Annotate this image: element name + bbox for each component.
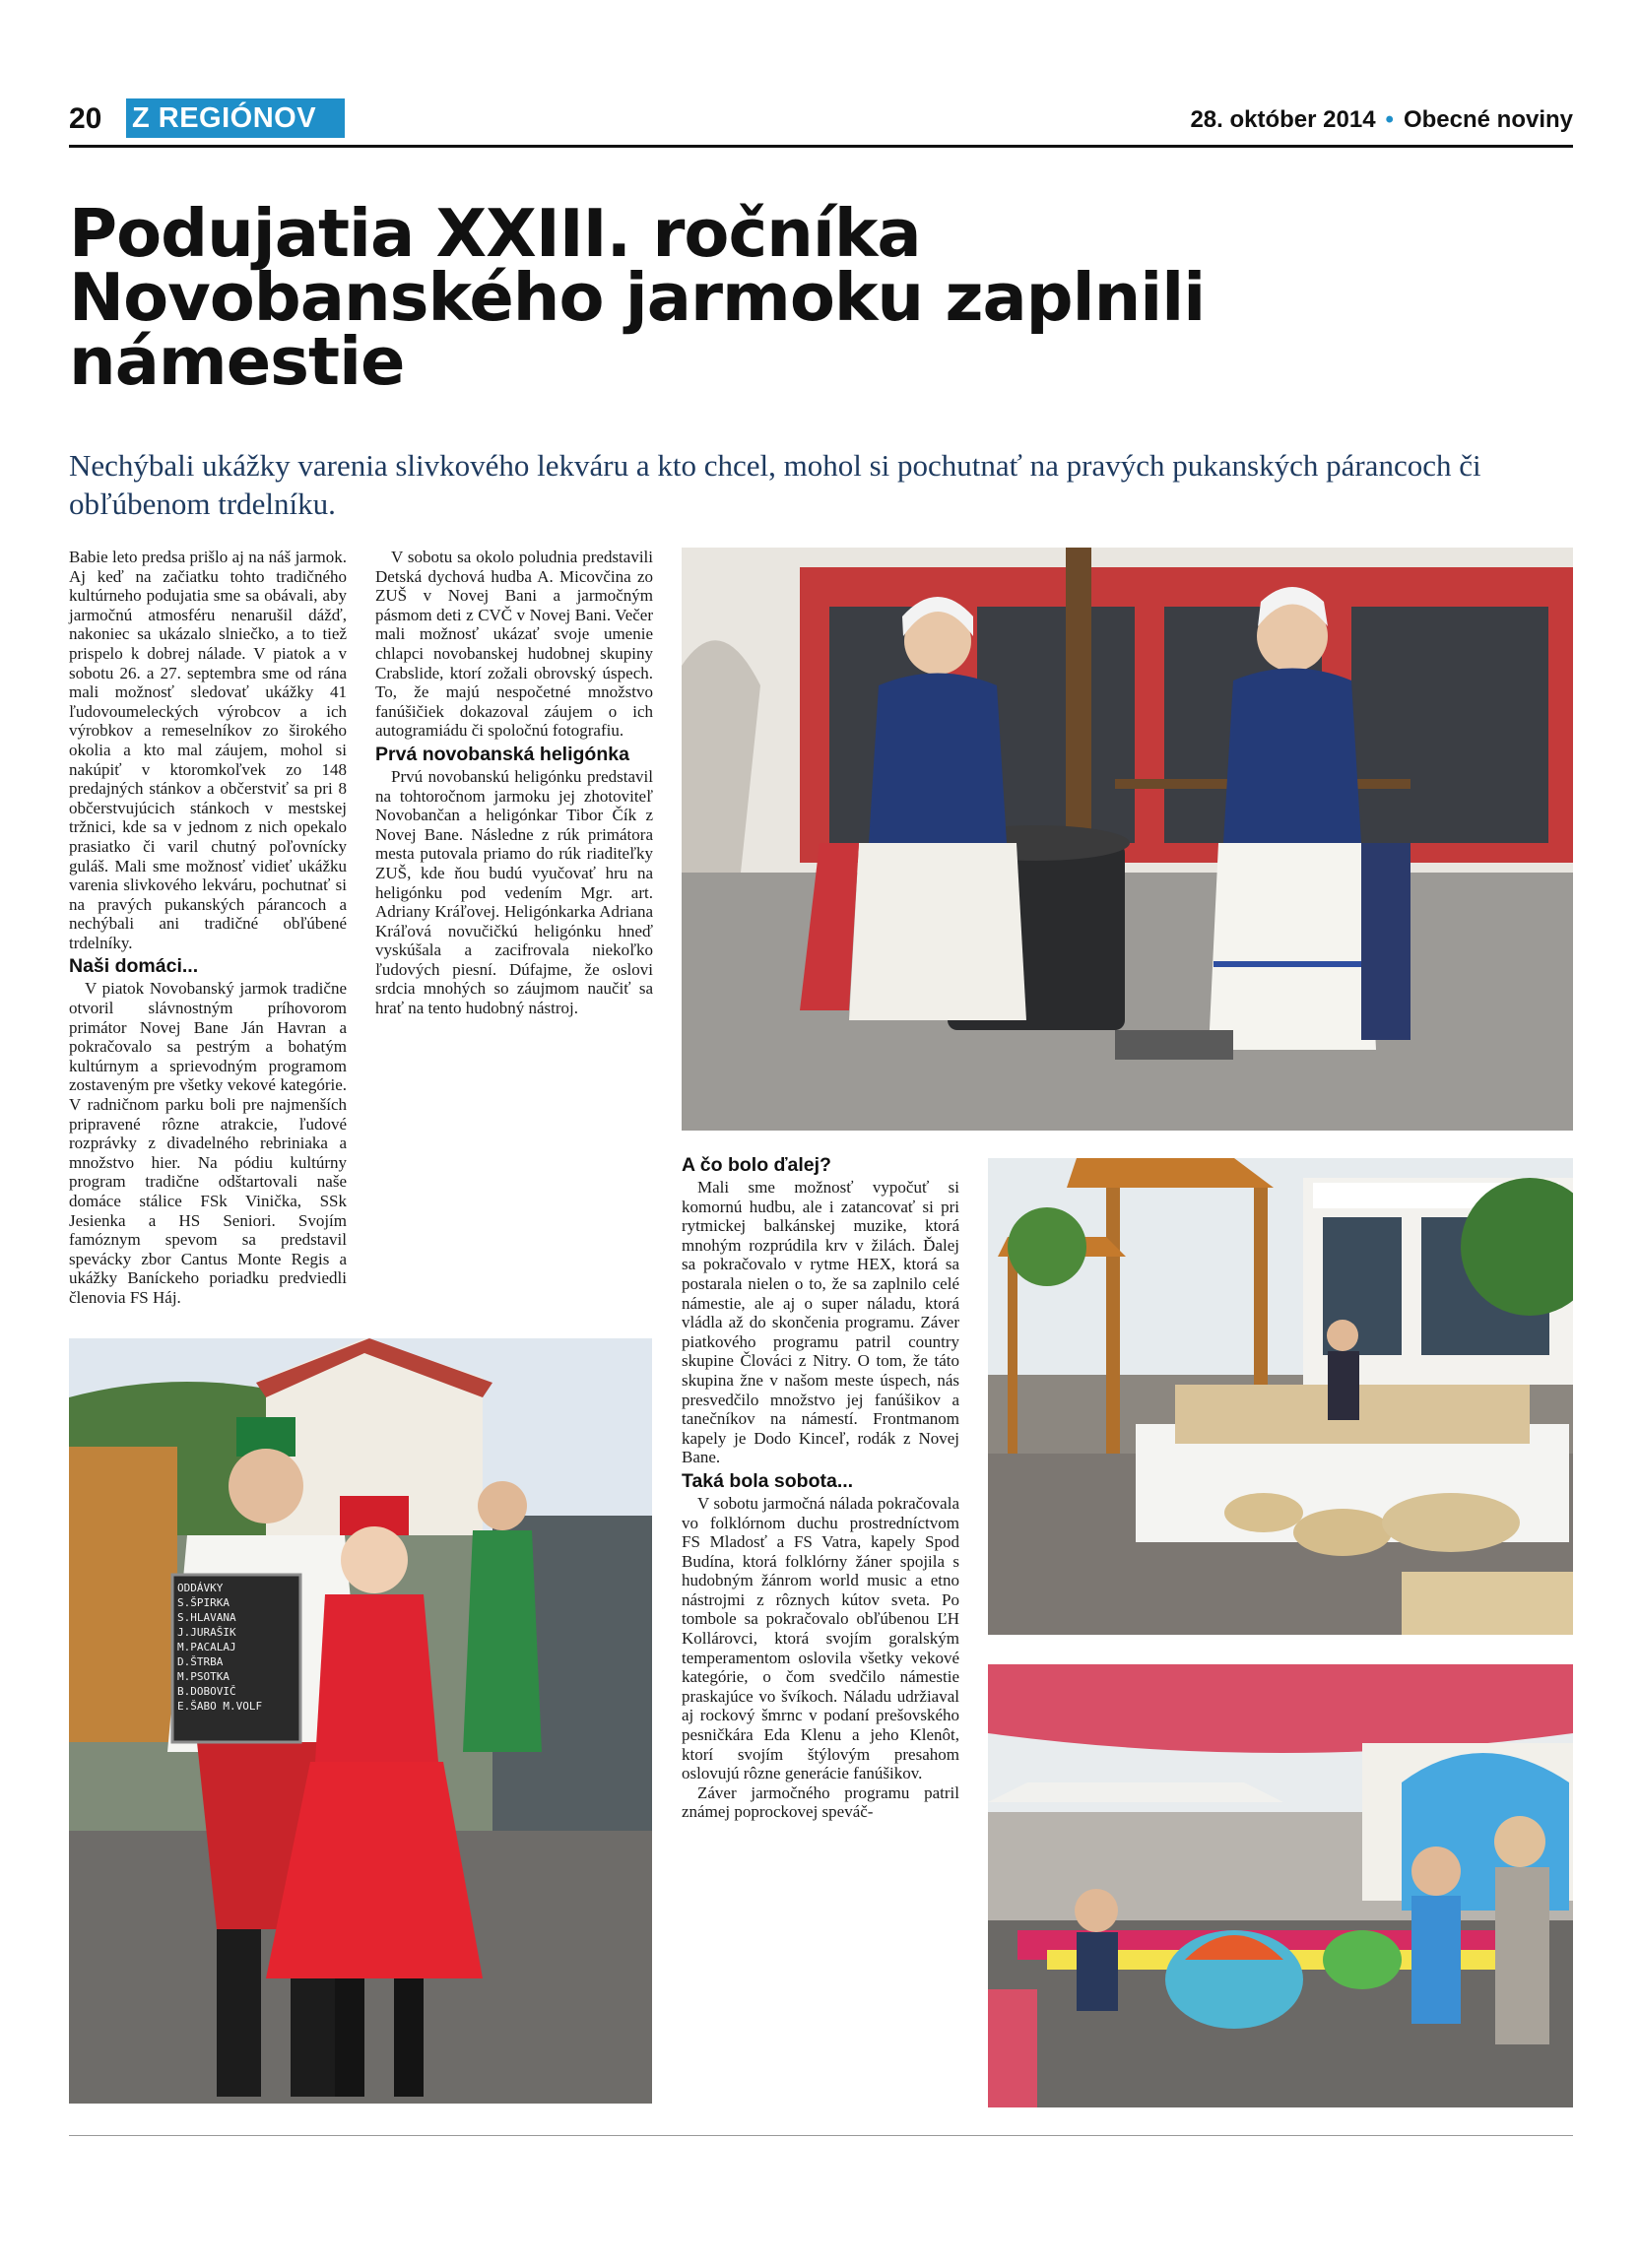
section-heading: Prvá novobanská heligónka xyxy=(375,743,629,765)
footer-rule xyxy=(69,2135,1573,2136)
paragraph: Záver jarmočného programu patril známej poprockovej speváč- xyxy=(682,1782,959,1822)
text-column-1 xyxy=(69,548,347,1308)
paragraph: V sobotu sa okolo poludnia predstavili Detská dychová hudba A. Micovčina zo ZUŠ v Novej Bani a jarmočným pásmom deti z CVČ v Novej Bani. Večer mali možnosť ukázať svoje umenie chlapci novobanskej hudobnej skupiny Crabslide, ktorí zožali obrovský úspech. To, že majú nespočetné množstvo fanúšičiek dokazoval záujem o ich autogramiádu či spoločnú fotografiu. xyxy=(375,548,653,741)
publication-name: Obecné noviny xyxy=(1403,106,1573,133)
separator-dot: • xyxy=(1385,106,1394,133)
text-column-3 xyxy=(682,1151,959,1822)
chalkboard-line: S.HLAVANA xyxy=(177,1611,236,1624)
chalkboard-line: B.DOBOVIČ xyxy=(177,1685,236,1698)
headline-line-1: Podujatia XXIII. ročníka xyxy=(69,195,921,272)
section-label: Z REGIÓNOV xyxy=(126,98,345,138)
paragraph: V sobotu jarmočná nálada pokračovala vo folklórnom duchu prostredníctvom FS Mladosť a FS Vatra, kapely Spod Budína, ktorá folklórny žáner spojila s hudobným žánrom world music a etno nástrojmi z rôznych kútov sveta. Po tombole sa pokračovalo obľúbenou ĽH Kollárovci, ktorá svojím goralským temperamentom oslovila všetky vekové kategórie, o čom svedčilo námestie praskajúce vo švíkoch. Náladu udržiaval aj rockový šmrnc v podaní prešovského pesničkára Eda Klenu a jeho Klenôt, ktorí svojím štýlovým presahom oslovujú rôzne generácie fanúšikov. xyxy=(682,1493,959,1783)
article-lead: Nechýbali ukážky varenia slivkového lekváru a kto chcel, mohol si pochutnať na pravých pukanských párancoch či obľúbenom trdelníku. xyxy=(69,448,1481,521)
text-column-2 xyxy=(375,548,653,1018)
chalkboard-line: ODDÁVKY xyxy=(177,1582,224,1594)
photo-craft-stalls xyxy=(988,1158,1573,1635)
section-heading: A čo bolo ďalej? xyxy=(682,1154,831,1176)
paragraph: Mali sme možnosť vypočuť si komornú hudbu, ale i zatancovať si pri rytmickej balkánskej muzike, ktorá mnohým rozprúdila krv v žilách. Ďalej sa pokračovalo v rytme HEX, ktorá sa postarala nielen o to, že sa zaplnilo celé námestie, ale aj o super náladu, ktorá vládla až do skončenia programu. Záver piatkového programu patril country skupine Člováci z Nitry. O tom, že táto skupina žne v našom meste úspech, nás presvedčilo množstvo jej fanúšikov a tanečníkov na námestí. Frontmanom kapely je Dodo Kinceľ, rodák z Novej Bane. xyxy=(682,1178,959,1467)
photo-carousel xyxy=(988,1664,1573,2107)
chalkboard-line: S.ŠPIRKA xyxy=(177,1596,230,1609)
article-headline xyxy=(69,195,1527,400)
headline-line-2: Novobanského jarmoku zaplnili xyxy=(69,259,1206,336)
chalkboard-line: D.ŠTRBA xyxy=(177,1655,224,1668)
chalkboard-line: J.JURAŠIK xyxy=(177,1626,236,1639)
paragraph: Prvú novobanskú heligónku predstavil na tohtoročnom jarmoku jej zhotoviteľ Novobančan a heligónkar Tibor Čík z Novej Bane. Následne z rúk primátora mesta putovala priamo do rúk riaditeľky ZUŠ, kde ňou budú vyučovať hru na heligónku pod vedením Mgr. art. Adriany Kráľovej. Heligónkarka Adriana Kráľová novučičkú heligónku hneď vyskúšala a zacifrovala niekoľko ľudových piesní. Dúfajme, že oslovi srdcia mnohých so záujmom naučiť sa hrať na tento hudobný nástroj. xyxy=(375,766,653,1018)
chalkboard xyxy=(177,1581,299,1714)
page-number: 20 xyxy=(69,102,102,135)
section-heading: Naši domáci... xyxy=(69,955,199,978)
issue-date: 28. október 2014 xyxy=(1190,106,1376,133)
chalkboard-line: M.PACALAJ xyxy=(177,1641,236,1653)
section-heading: Taká bola sobota... xyxy=(682,1469,854,1492)
dateline xyxy=(1190,106,1573,134)
photo-folk-procession xyxy=(69,1338,652,2104)
header-rule xyxy=(69,145,1573,148)
chalkboard-line: E.ŠABO M.VOLF xyxy=(177,1700,263,1713)
intro-paragraph: Babie leto predsa prišlo aj na náš jarmok. Aj keď na začiatku tohto tradičného kultúrneho podujatia sme sa obávali, aby jarmočnú atmosféru nenarušil dážď, nakoniec sa ukázalo slniečko, a to tiež prispelo k dobrej nálade. V piatok a v sobotu 26. a 27. septembra sme od rána mali možnosť sledovať ukážky 41 ľudovoumeleckých výrobcov a ich výrobkov a remeselníkov zo širokého okolia a kto mal záujem, mohol si nakúpiť v ktoromkoľvek zo 148 predajných stánkov a občerstviť sa pri 8 občerstvujúcich stánkoch v mestskej tržnici, kde sa v jednom z nich opekalo prasiatko či varil chutný poľovnícky guláš. Mali sme možnosť vidieť ukážku varenia slivkového lekváru, pochutnať si na pravých pukanských párancoch a nechýbali ani tradičné obľúbené trdelníky. xyxy=(69,548,347,952)
paragraph-text: V piatok Novobanský jarmok tradične otvoril slávnostným príhovorom primátor Novej Bane Ján Havran a pokračovalo sa pestrým a bohatým kultúrnym a sprievodným programom zostaveným pre všetky vekové kategórie. V radničnom parku boli pre najmenších pripravené rôzne atrakcie, ľudové rozprávky z divadelného rebriniaka a množstvo hier. Na pódiu kultúrny program tradične odštartovali naše domáce stálice FSk Vinička, SSk Jesienka a HS Seniori. Svojím famóznym spevom sa predstavil spevácky zbor Cantus Monte Regis a ukážky Baníckeho poriadku predviedli členovia FS Háj. xyxy=(69,979,347,1307)
headline-line-3: námestie xyxy=(69,323,405,400)
paragraph xyxy=(69,979,347,1307)
chalkboard-line: M.PSOTKA xyxy=(177,1670,230,1683)
photo-jam-cooking xyxy=(682,548,1573,1131)
